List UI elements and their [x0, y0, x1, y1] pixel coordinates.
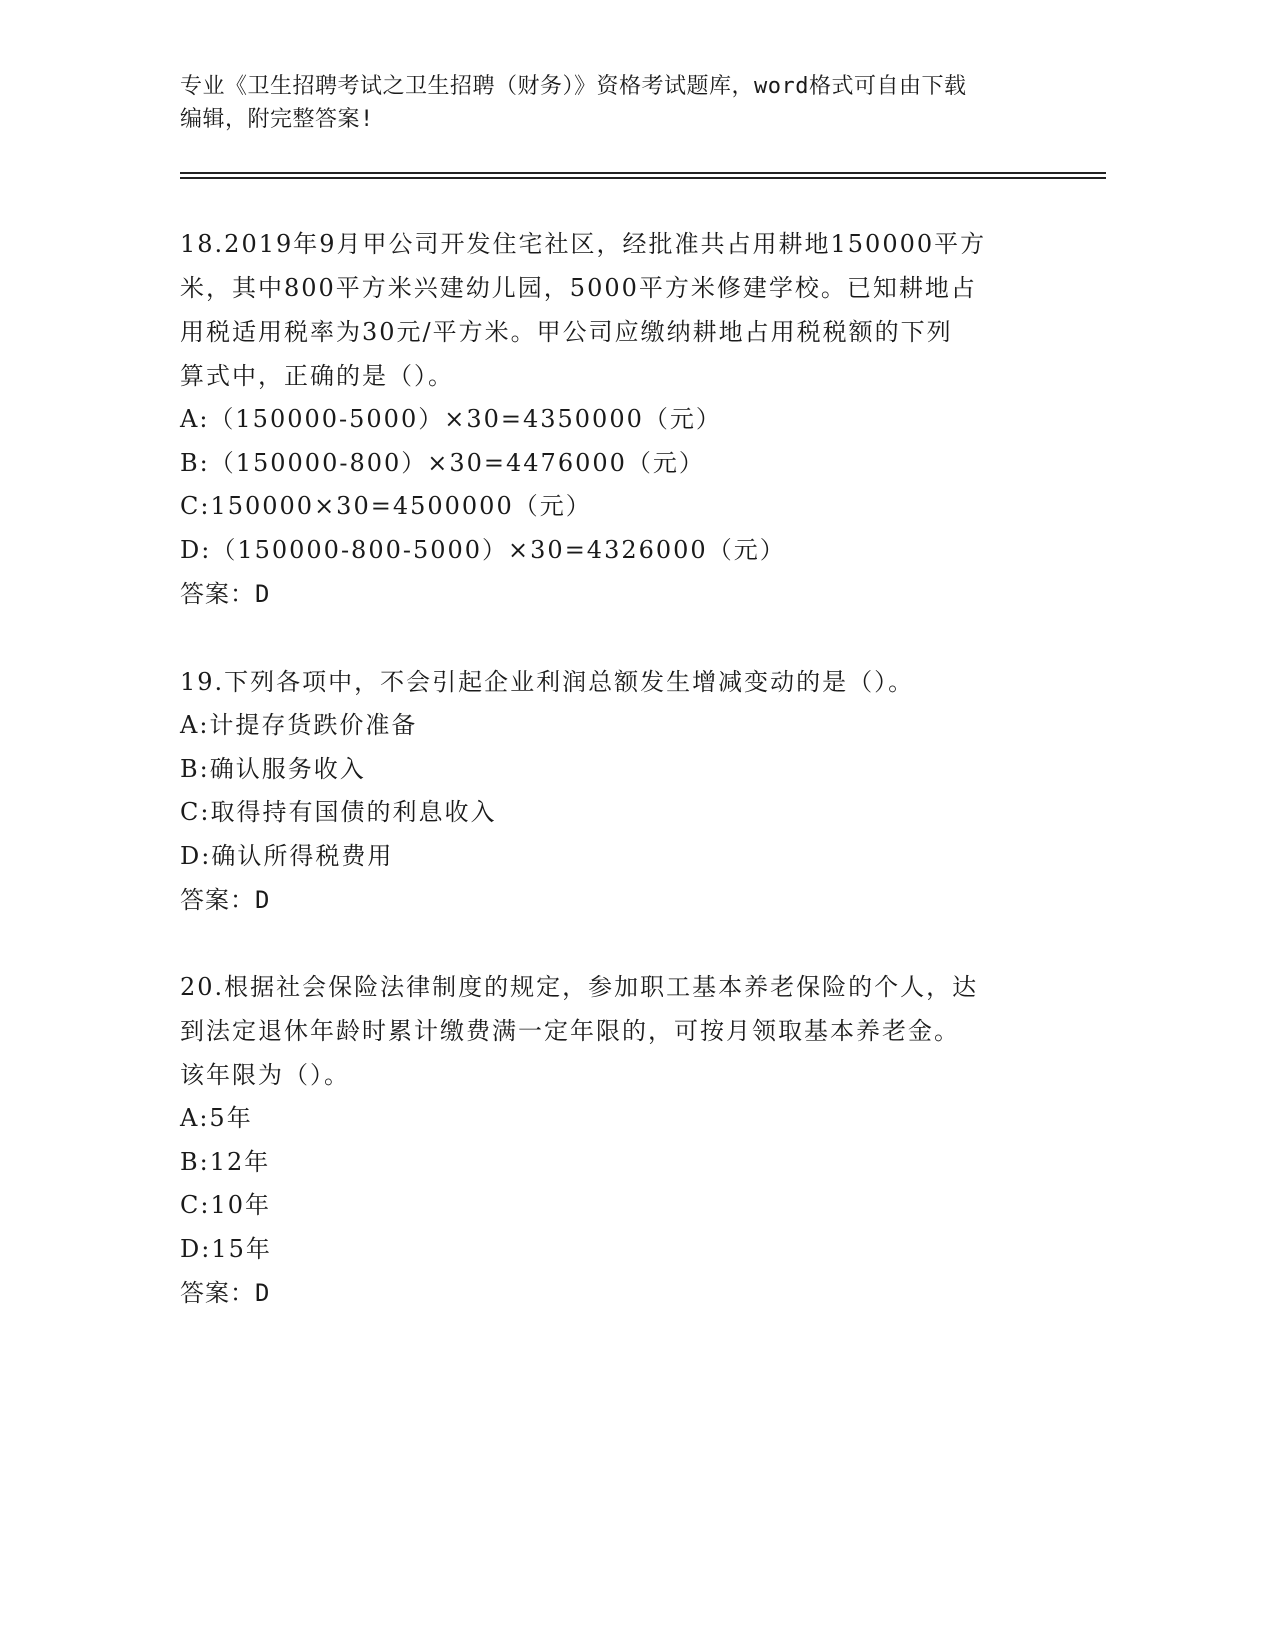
header-line-2: 编辑，附完整答案!	[180, 107, 374, 132]
option-b: B:确认服务收入	[180, 754, 366, 783]
option-c: C:10年	[180, 1191, 271, 1219]
question-text	[180, 660, 1040, 704]
answer: 答案：D	[180, 580, 271, 608]
option-b: B:（150000-800）×30=4476000（元）	[180, 448, 705, 477]
question-text	[180, 222, 1040, 398]
option-a: A:（150000-5000）×30=4350000（元）	[180, 405, 722, 433]
question-text-line: 米，其中800平方米兴建幼儿园，5000平方米修建学校。已知耕地占	[180, 274, 977, 302]
answer: 答案：D	[180, 886, 271, 914]
question-text-line: 18.2019年9月甲公司开发住宅社区，经批准共占用耕地150000平方	[180, 230, 987, 258]
question-19	[180, 660, 1040, 922]
option-a: A:5年	[180, 1104, 253, 1132]
header-rule-top	[180, 172, 1106, 174]
question-20	[180, 965, 1040, 1315]
question-text-line: 该年限为（）。	[180, 1061, 350, 1089]
question-text-line: 20.根据社会保险法律制度的规定，参加职工基本养老保险的个人，达	[180, 973, 979, 1001]
option-b: B:12年	[180, 1147, 271, 1176]
question-text-line: 19.下列各项中，不会引起企业利润总额发生增减变动的是（）。	[180, 668, 915, 696]
answer: 答案：D	[180, 1279, 271, 1307]
document-header	[180, 70, 1080, 136]
question-text-line: 用税适用税率为30元/平方米。甲公司应缴纳耕地占用税税额的下列	[180, 318, 953, 346]
option-a: A:计提存货跌价准备	[180, 711, 418, 739]
option-d: D:15年	[180, 1234, 272, 1263]
option-d: D:确认所得税费用	[180, 841, 394, 870]
question-text-line: 到法定退休年龄时累计缴费满一定年限的，可按月领取基本养老金。	[180, 1017, 960, 1045]
option-c: C:150000×30=4500000（元）	[180, 492, 592, 520]
question-18	[180, 222, 1040, 616]
header-rule-bottom	[180, 177, 1106, 179]
header-line-1: 专业《卫生招聘考试之卫生招聘（财务）》资格考试题库，word格式可自由下载	[180, 74, 967, 99]
option-d: D:（150000-800-5000）×30=4326000（元）	[180, 535, 786, 564]
question-text	[180, 965, 1040, 1097]
option-c: C:取得持有国债的利息收入	[180, 798, 497, 826]
question-text-line: 算式中，正确的是（）。	[180, 362, 454, 390]
